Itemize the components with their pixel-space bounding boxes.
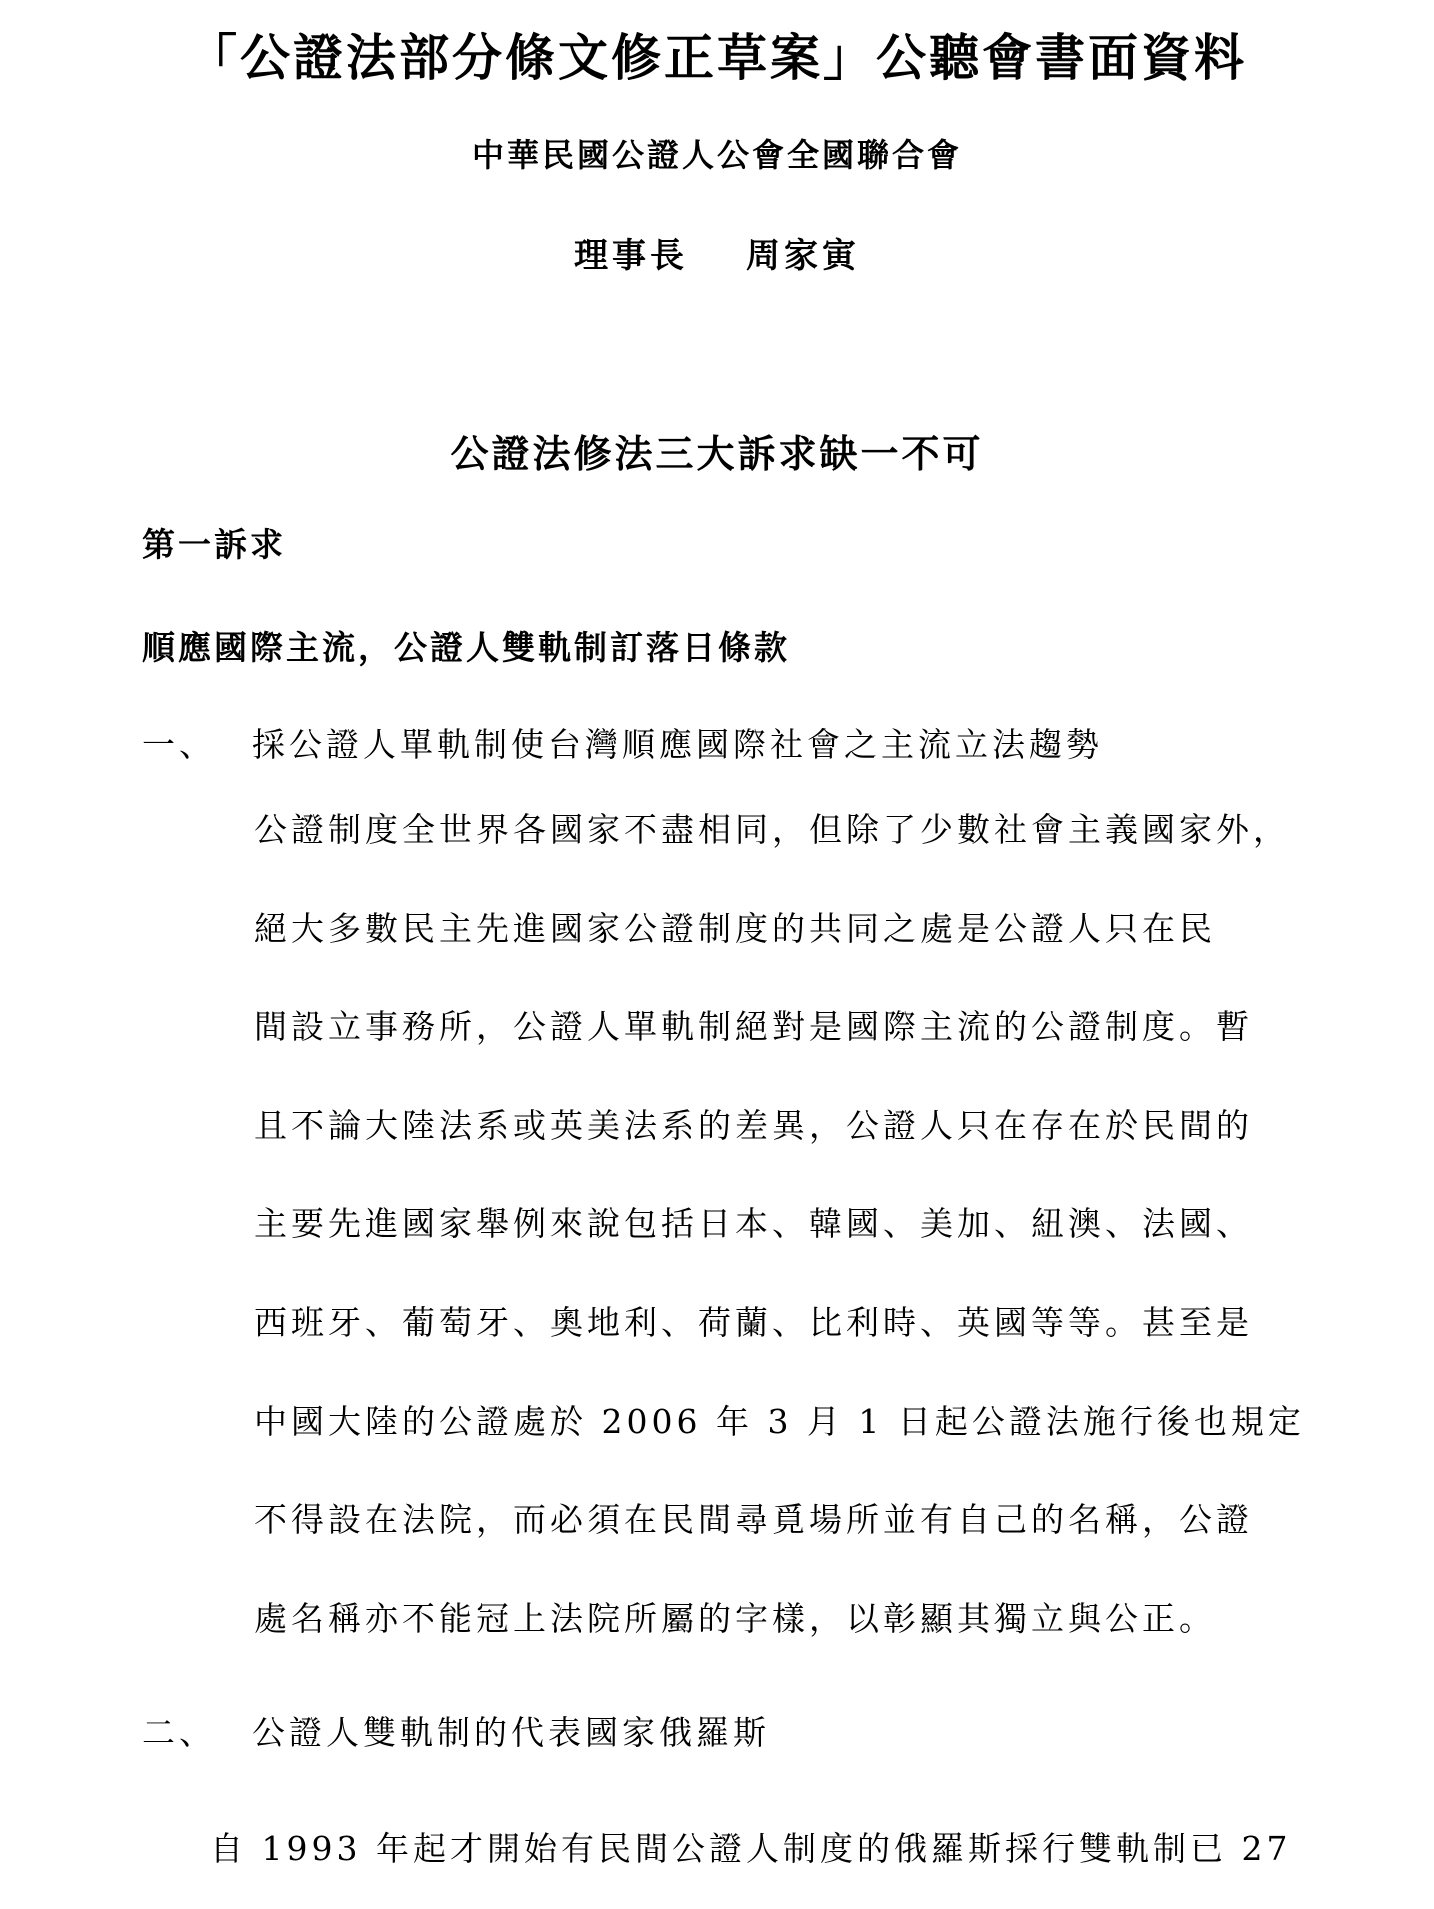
item-number: 二、 [142,1713,216,1752]
document-title: 「公證法部分條文修正草案」公聽會書面資料 [187,28,1247,87]
item-heading: 採公證人單軌制使台灣順應國際社會之主流立法趨勢 [252,725,1103,764]
paragraph-line: 且不論大陸法系或英美法系的差異，公證人只在存在於民間的 [254,1105,1253,1145]
appeal-heading: 順應國際主流，公證人雙軌制訂落日條款 [142,628,790,667]
organization-name: 中華民國公證人公會全國聯合會 [471,136,962,174]
paragraph-line: 不得設在法院，而必須在民間尋覓場所並有自己的名稱，公證 [254,1500,1253,1540]
paragraph-line: 主要先進國家舉例來說包括日本、韓國、美加、紐澳、法國、 [254,1204,1253,1244]
paragraph-line: 自 1993 年起才開始有民間公證人制度的俄羅斯採行雙軌制已 27 [210,1829,1292,1868]
paragraph-line: 處名稱亦不能冠上法院所屬的字樣，以彰顯其獨立與公正。 [254,1598,1216,1638]
item-number: 一、 [142,725,216,764]
paragraph-line: 絕大多數民主先進國家公證制度的共同之處是公證人只在民 [254,908,1216,948]
chair-line [0,228,1434,277]
paragraph-line: 西班牙、葡萄牙、奧地利、荷蘭、比利時、英國等等。甚至是 [254,1302,1253,1342]
chair-role: 理事長 [574,236,688,276]
paragraph-line: 中國大陸的公證處於 2006 年 3 月 1 日起公證法施行後也規定 [254,1401,1305,1441]
item-paragraph [254,806,1314,1693]
item-heading: 公證人雙軌制的代表國家俄羅斯 [252,1713,770,1752]
paragraph-line: 間設立事務所，公證人單軌制絕對是國際主流的公證制度。暫 [254,1007,1253,1047]
section-title: 公證法修法三大訴求缺一不可 [450,431,984,476]
appeal-label: 第一訴求 [142,525,286,564]
paragraph-line: 公證制度全世界各國家不盡相同，但除了少數社會主義國家外， [254,810,1290,849]
chair-name: 周家寅 [746,236,860,276]
